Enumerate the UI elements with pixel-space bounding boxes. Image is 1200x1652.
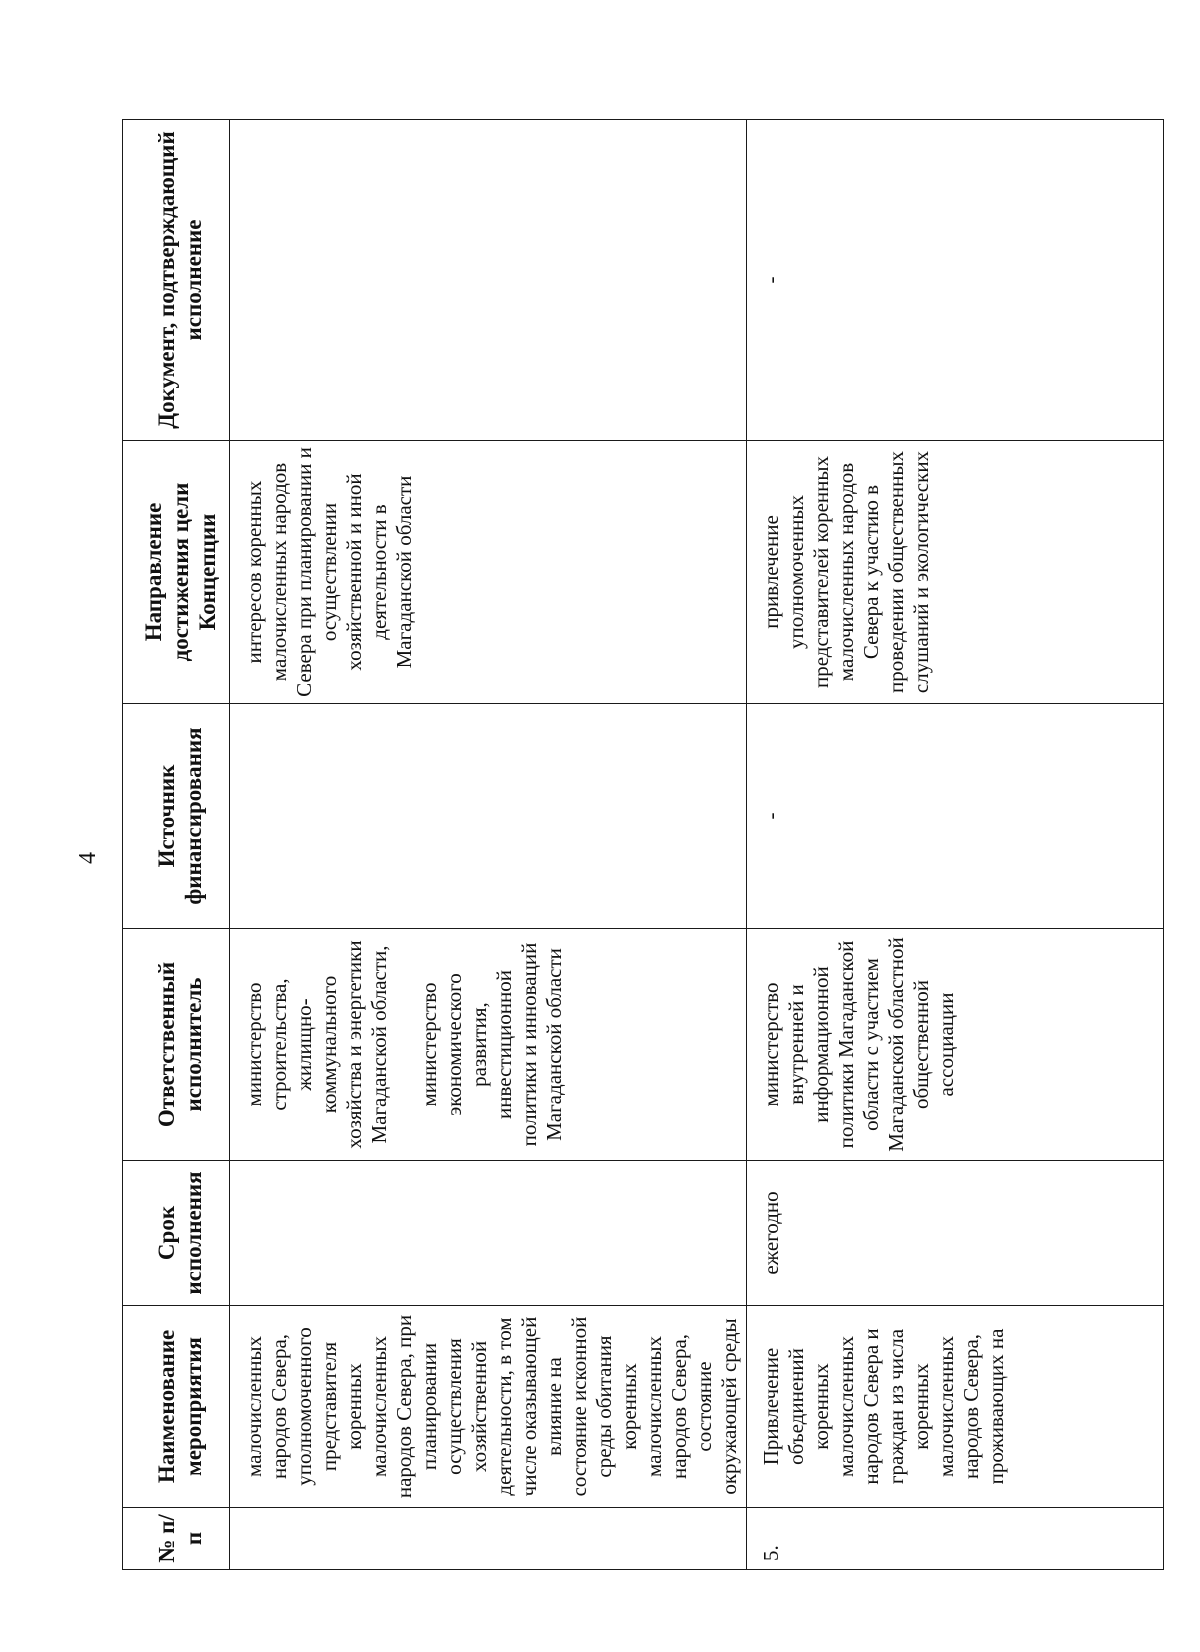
page-number: 4: [75, 852, 101, 864]
header-direction: Направление достижения цели Концепции: [123, 441, 230, 704]
header-financing: Источник финансирования: [123, 704, 230, 929]
cell-number: [230, 1508, 747, 1570]
cell-document: -: [747, 120, 1164, 441]
cell-financing: -: [747, 704, 1164, 929]
cell-measure-name: Привлечение объединений коренных малочисленных народов Севера и граждан из числа коренных малочисленных народов Севера, проживающих на: [747, 1306, 1164, 1508]
rotated-table-wrapper: [122, 120, 1132, 1570]
cell-executor: министерство строительства, жилищно-коммунального хозяйства и энергетики Магаданской области, министерство экономического развития, инвестиционной политики и инноваций Магаданской области: [230, 929, 747, 1161]
header-executor: Ответственный исполнитель: [123, 929, 230, 1161]
cell-number: 5.: [747, 1508, 1164, 1570]
table-row: [747, 120, 1164, 1570]
table-header-row: [123, 120, 230, 1570]
measures-table: [122, 119, 1164, 1570]
header-term: Срок исполнения: [123, 1161, 230, 1306]
cell-term: ежегодно: [747, 1161, 1164, 1306]
cell-executor: министерство внутренней и информационной политики Магаданской области с участием Магаданской областной общественной ассоциации: [747, 929, 1164, 1161]
header-document: Документ, подтверждающий исполнение: [123, 120, 230, 441]
header-number: № п/п: [123, 1508, 230, 1570]
cell-document: [230, 120, 747, 441]
table-row: [230, 120, 747, 1570]
cell-financing: [230, 704, 747, 929]
cell-term: [230, 1161, 747, 1306]
cell-direction: привлечение уполномоченных представителей коренных малочисленных народов Севера к участию в проведении общественных слушаний и экологических: [747, 441, 1164, 704]
header-measure-name: Наименование мероприятия: [123, 1306, 230, 1508]
cell-measure-name: малочисленных народов Севера, уполномоченного представителя коренных малочисленных народов Севера, при планировании осуществления хозяйственной деятельности, в том числе оказывающей влияние на состояние исконной среды обитания коренных малочисленных народов Севера, состояние окружающей среды: [230, 1306, 747, 1508]
cell-direction: интересов коренных малочисленных народов Севера при планировании и осуществлении хозяйственной и иной деятельности в Магаданской области: [230, 441, 747, 704]
